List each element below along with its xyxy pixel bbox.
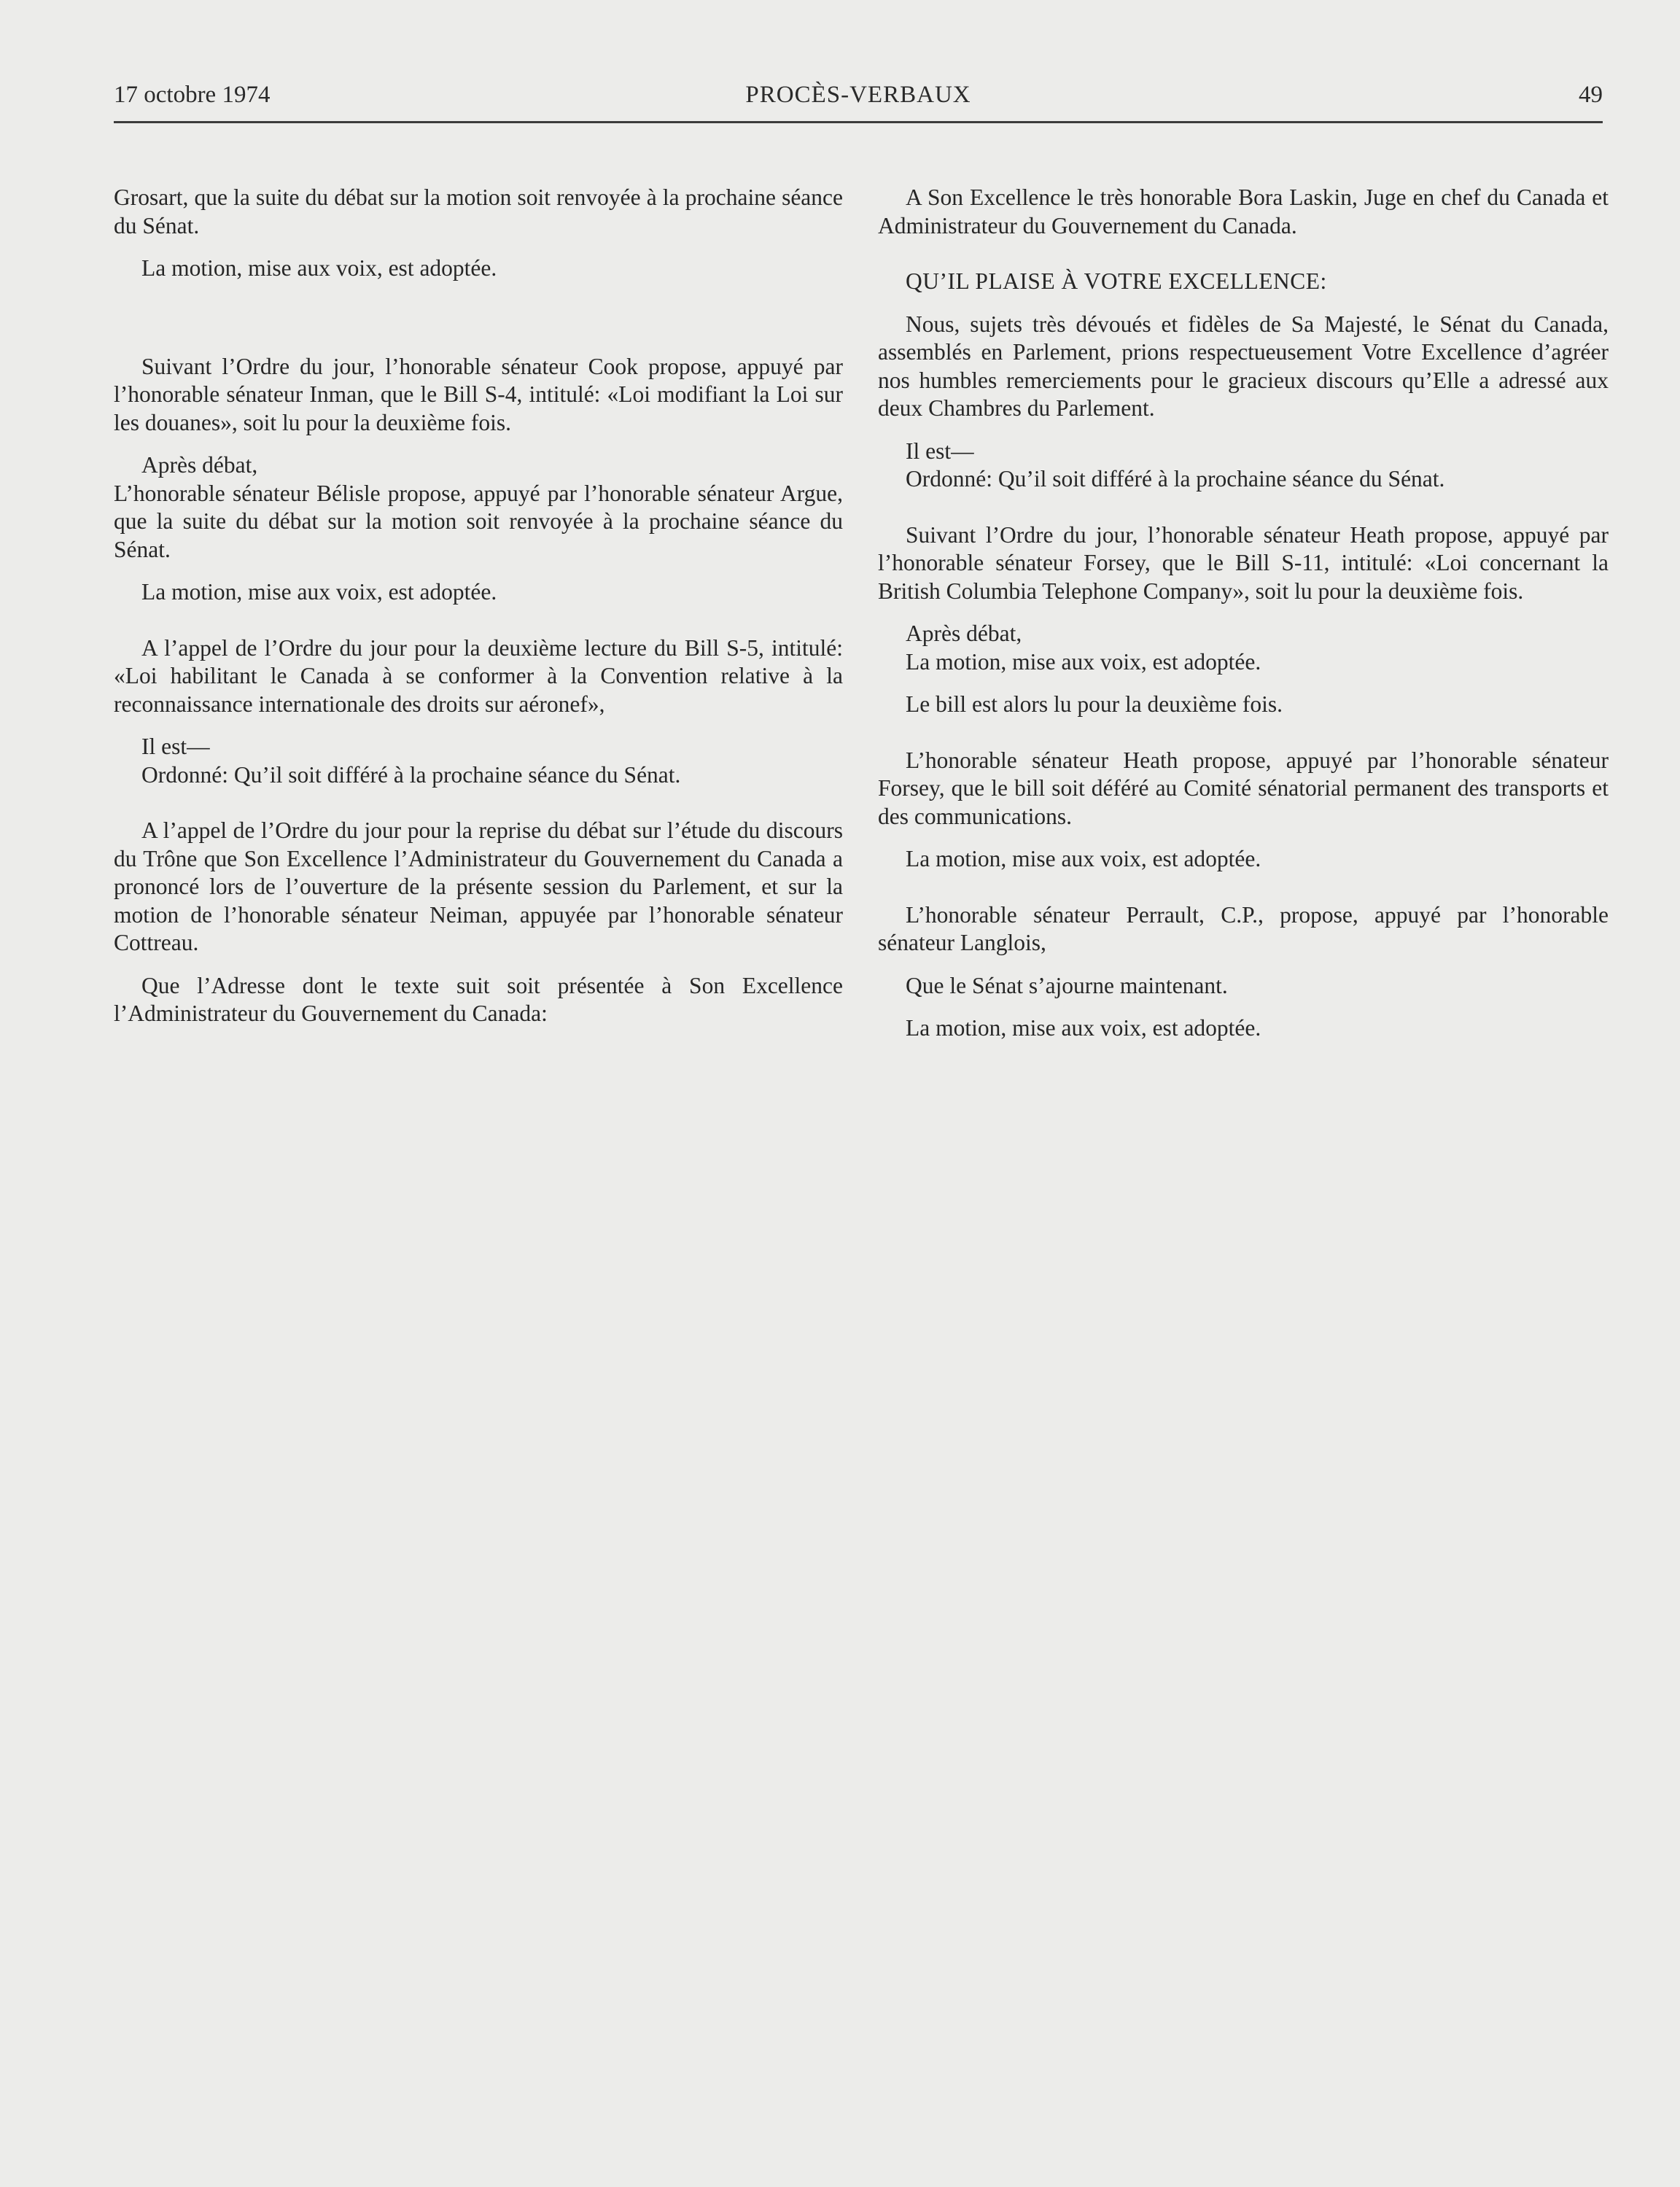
page-header	[114, 82, 1603, 123]
paragraph: L’honorable sénateur Perrault, C.P., propose, appuyé par l’honorable sénateur Langlois,	[878, 901, 1609, 955]
paragraph: La motion, mise aux voix, est adoptée.	[141, 579, 497, 605]
header-date: 17 octobre 1974	[114, 82, 271, 108]
page-number: 49	[1579, 82, 1603, 108]
paragraph: Que le Sénat s’ajourne maintenant.	[906, 972, 1228, 998]
paragraph: Ordonné: Qu’il soit différé à la prochaine séance du Sénat.	[906, 466, 1445, 492]
paragraph: Il est—	[906, 438, 974, 464]
paragraph: A l’appel de l’Ordre du jour pour la reprise du débat sur l’étude du discours du Trône que Son Excellence l’Administrateur du Gouvernement du Canada a prononcé lors de l’ouverture de la présente session du Parlement, et sur la motion de l’honorable sénateur Neiman, appuyée par l’honorable sénateur Cottreau.	[114, 817, 843, 955]
paragraph: La motion, mise aux voix, est adoptée.	[906, 846, 1261, 871]
paragraph: La motion, mise aux voix, est adoptée.	[141, 255, 497, 281]
paragraph: L’honorable sénateur Heath propose, appuyé par l’honorable sénateur Forsey, que le bill soit déféré au Comité sénatorial permanent des transports et des communications.	[878, 747, 1609, 829]
paragraph: Grosart, que la suite du débat sur la motion soit renvoyée à la prochaine séance du Sénat.	[114, 184, 843, 238]
paragraph: La motion, mise aux voix, est adoptée.	[906, 648, 1261, 675]
paragraph: QU’IL PLAISE À VOTRE EXCELLENCE:	[906, 268, 1327, 294]
right-column	[878, 184, 1609, 1043]
paragraph: Après débat,	[906, 621, 1022, 646]
paragraph: Ordonné: Qu’il soit différé à la prochaine séance du Sénat.	[141, 761, 681, 788]
paragraph: Le bill est alors lu pour la deuxième fois.	[906, 691, 1283, 717]
paragraph: Que l’Adresse dont le texte suit soit présentée à Son Excellence l’Administrateur du Gouvernement du Canada:	[114, 972, 843, 1026]
header-title: PROCÈS-VERBAUX	[745, 82, 971, 108]
paragraph: Après débat,	[141, 452, 258, 478]
paragraph: A l’appel de l’Ordre du jour pour la deuxième lecture du Bill S-5, intitulé: «Loi habilitant le Canada à se conformer à la Convention relative à la reconnaissance internationale des droits sur aéronef»,	[114, 634, 843, 717]
paragraph: La motion, mise aux voix, est adoptée.	[906, 1015, 1261, 1041]
header-rule	[114, 121, 1603, 123]
paragraph: Il est—	[141, 734, 210, 759]
paragraph: Nous, sujets très dévoués et fidèles de Sa Majesté, le Sénat du Canada, assemblés en Parlement, prions respectueusement Votre Excellence d’agréer nos humbles remerciements pour le gracieux discours qu’Elle a adressé aux deux Chambres du Parlement.	[878, 311, 1609, 421]
paragraph: L’honorable sénateur Bélisle propose, appuyé par l’honorable sénateur Argue, que la suite du débat sur la motion soit renvoyée à la prochaine séance du Sénat.	[114, 480, 843, 562]
paragraph: Suivant l’Ordre du jour, l’honorable sénateur Cook propose, appuyé par l’honorable sénateur Inman, que le Bill S-4, intitulé: «Loi modifiant la Loi sur les douanes», soit lu pour la deuxième fois.	[114, 353, 843, 435]
paragraph: A Son Excellence le très honorable Bora Laskin, Juge en chef du Canada et Administrateur du Gouvernement du Canada.	[878, 184, 1609, 238]
paragraph: Suivant l’Ordre du jour, l’honorable sénateur Heath propose, appuyé par l’honorable sénateur Forsey, que le Bill S-11, intitulé: «Loi concernant la British Columbia Telephone Company», soit lu pour la deuxième fois.	[878, 521, 1609, 604]
left-column	[114, 184, 843, 1028]
